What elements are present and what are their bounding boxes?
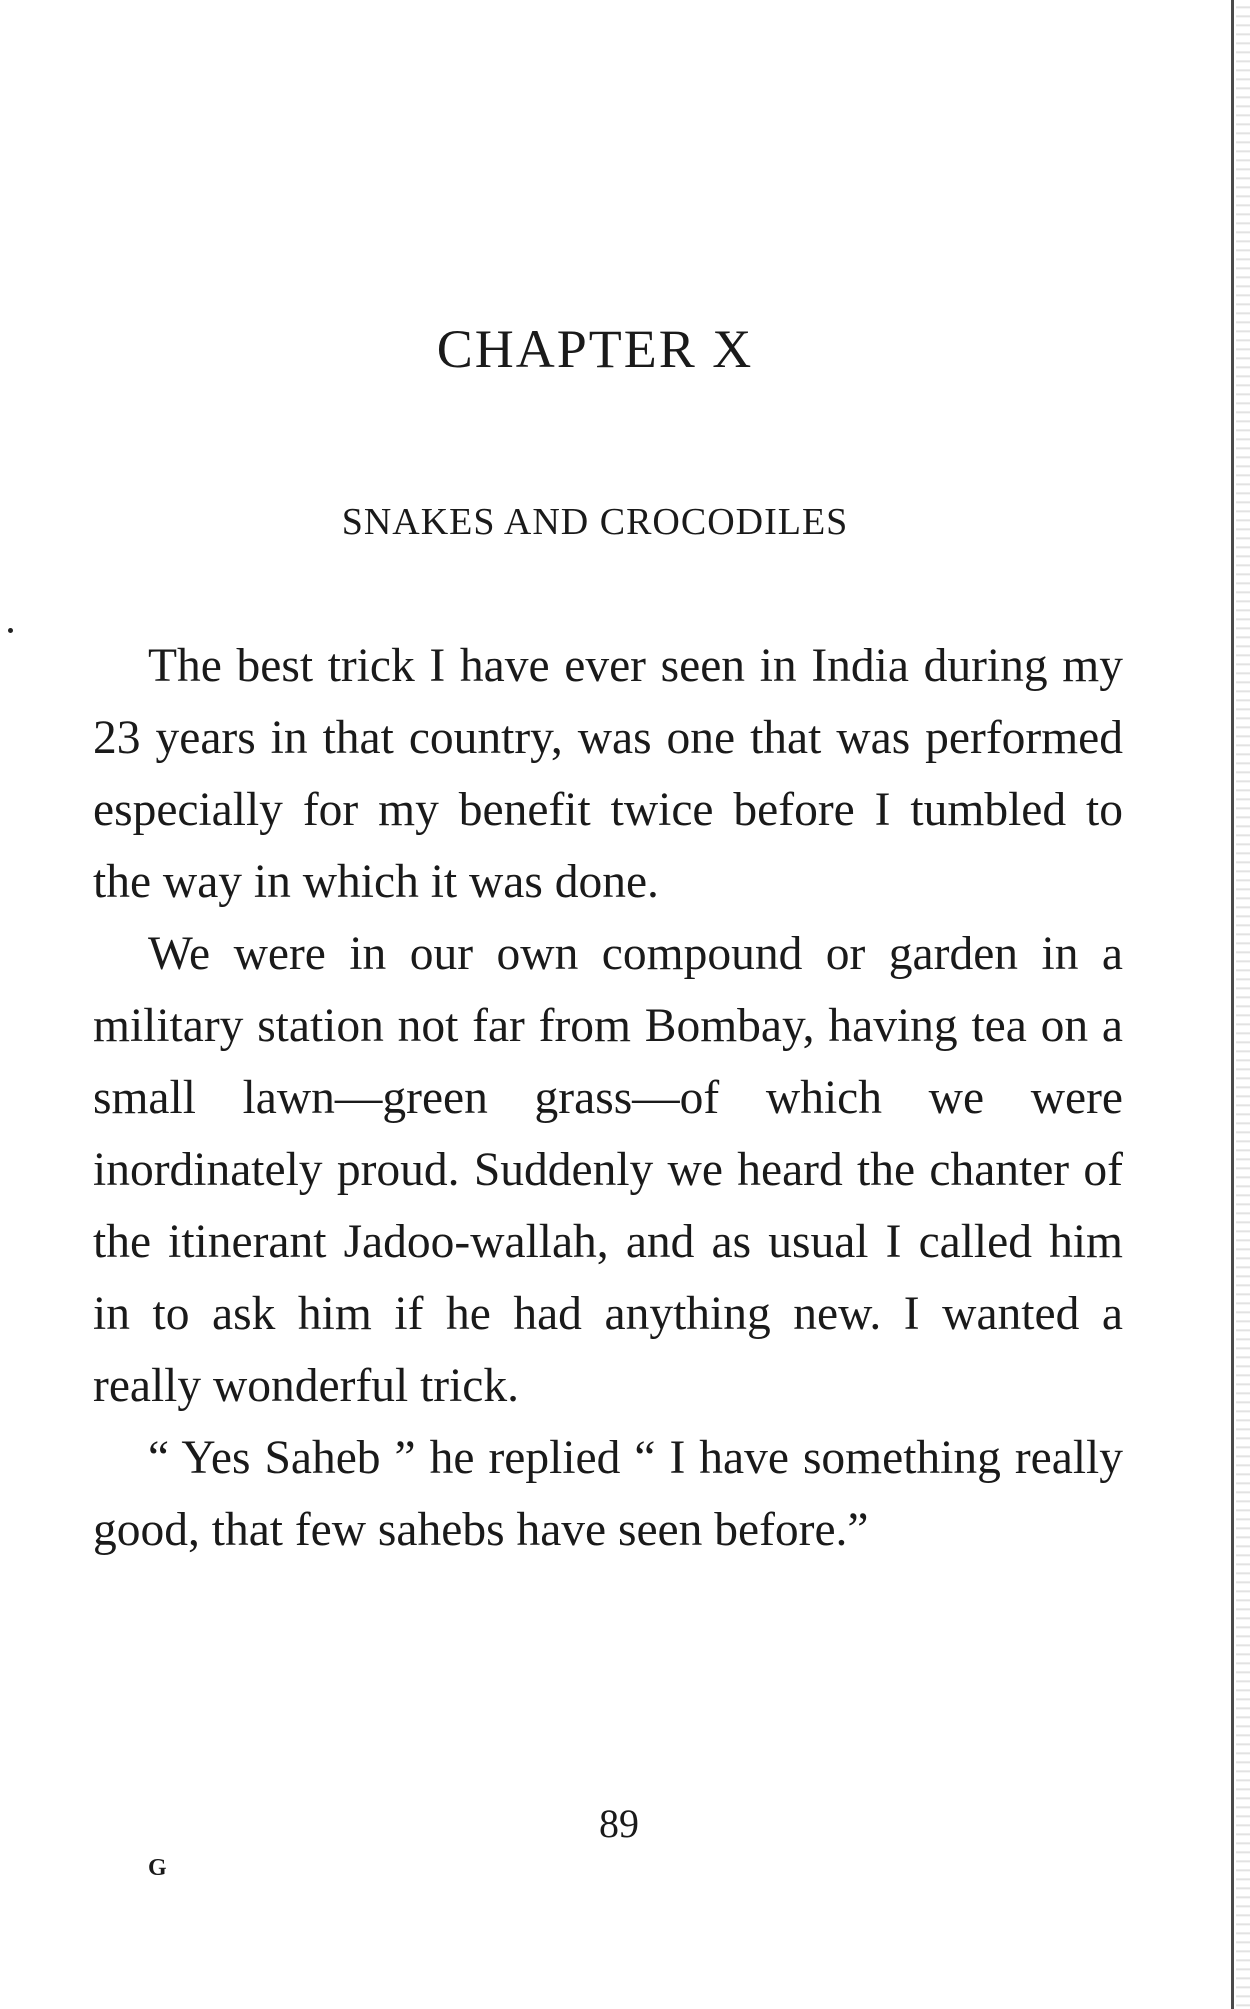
paragraph: The best trick I have ever seen in India during my 23 years in that country, was one that was performed especially for my benefit twice before I tumbled to the way in which it was done. [93,640,1123,908]
binding-edge [1236,0,1250,2009]
body-text [93,630,1123,1566]
signature-mark: G [148,1855,167,1881]
paragraph: We were in our own compound or garden in a military station not far from Bombay, having tea on a small lawn—green grass—of which we were inordinately proud. Suddenly we heard the chanter of the itinerant Jadoo-wallah, and as usual I called him in to ask him if he had anything new. I wanted a really wonderful trick. [93,928,1123,1412]
paragraph: “ Yes Saheb ” he replied “ I have something really good, that few sahebs have seen before.” [93,1432,1123,1556]
chapter-subtitle: SNAKES AND CROCODILES [341,501,849,543]
page-number: 89 [599,1801,639,1846]
binding-line [1231,0,1234,2009]
chapter-title: CHAPTER X [436,319,754,379]
ink-speck [8,628,13,633]
